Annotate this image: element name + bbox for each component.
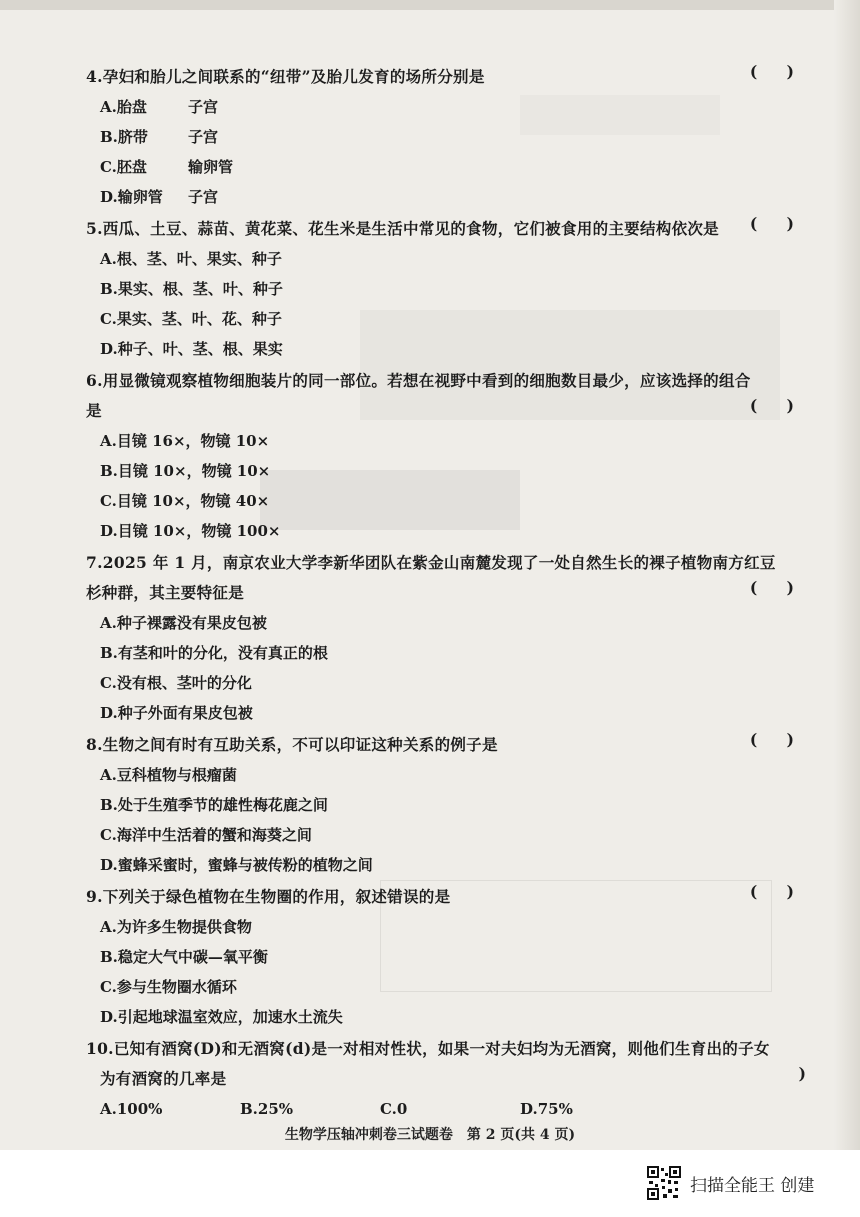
answer-bracket: ( ) xyxy=(749,578,806,597)
option-a: A.为许多生物提供食物 xyxy=(100,918,252,936)
option-c: C.0 xyxy=(380,1100,408,1118)
question-6 xyxy=(86,366,806,546)
page-edge-right xyxy=(834,0,860,1150)
question-stem: 7.2025 年 1 月，南京农业大学李新华团队在紫金山南麓发现了一处自然生长的裸子植物南方红豆 xyxy=(86,553,776,572)
option-d: D.输卵管 子宫 xyxy=(100,188,219,206)
option-b: B.25% xyxy=(240,1100,294,1118)
option-a: A.100% xyxy=(100,1100,163,1118)
question-stem: 10.已知有酒窝(D)和无酒窝(d)是一对相对性状，如果一对夫妇均为无酒窝，则他们生育出的子女 xyxy=(86,1039,770,1058)
option-a: A.胎盘 子宫 xyxy=(100,98,219,116)
question-4 xyxy=(86,62,806,212)
option-c: C.胚盘 输卵管 xyxy=(100,158,234,176)
option-a: A.目镜 16×，物镜 10× xyxy=(100,432,270,450)
option-a: A.根、茎、叶、果实、种子 xyxy=(100,250,282,268)
question-7 xyxy=(86,548,806,728)
question-8 xyxy=(86,730,806,880)
option-c: C.海洋中生活着的蟹和海葵之间 xyxy=(100,826,312,844)
option-b: B.目镜 10×，物镜 10× xyxy=(100,462,271,480)
option-c: C.参与生物圈水循环 xyxy=(100,978,237,996)
question-stem-cont: 为有酒窝的几率是 xyxy=(100,1069,227,1088)
option-d: D.引起地球温室效应，加速水土流失 xyxy=(100,1008,343,1026)
question-10 xyxy=(86,1034,806,1124)
question-stem: 6.用显微镜观察植物细胞装片的同一部位。若想在视野中看到的细胞数目最少，应该选择的组合 xyxy=(86,371,751,390)
option-c: C.目镜 10×，物镜 40× xyxy=(100,492,270,510)
option-a: A.种子裸露没有果皮包被 xyxy=(100,614,267,632)
option-c: C.果实、茎、叶、花、种子 xyxy=(100,310,282,328)
question-stem: 8.生物之间有时有互助关系，不可以印证这种关系的例子是 xyxy=(86,735,498,754)
question-list xyxy=(86,62,806,1124)
option-b: B.处于生殖季节的雄性梅花鹿之间 xyxy=(100,796,328,814)
answer-bracket: ) xyxy=(798,1064,806,1083)
option-d: D.蜜蜂采蜜时，蜜蜂与被传粉的植物之间 xyxy=(100,856,373,874)
answer-bracket: ( ) xyxy=(749,882,806,901)
question-stem: 5.西瓜、土豆、蒜苗、黄花菜、花生米是生活中常见的食物，它们被食用的主要结构依次是 xyxy=(86,219,719,238)
question-5 xyxy=(86,214,806,364)
scanner-watermark xyxy=(646,1165,814,1201)
scanner-brand-text: 扫描全能王 创建 xyxy=(690,1175,815,1196)
answer-bracket: ( ) xyxy=(749,214,806,233)
option-d: D.目镜 10×，物镜 100× xyxy=(100,522,281,540)
option-d: D.种子外面有果皮包被 xyxy=(100,704,253,722)
answer-bracket: ( ) xyxy=(749,62,806,81)
option-b: B.果实、根、茎、叶、种子 xyxy=(100,280,283,298)
option-b: B.稳定大气中碳—氧平衡 xyxy=(100,948,268,966)
question-stem: 9.下列关于绿色植物在生物圈的作用，叙述错误的是 xyxy=(86,887,451,906)
option-b: B.脐带 子宫 xyxy=(100,128,219,146)
question-9 xyxy=(86,882,806,1032)
option-c: C.没有根、茎叶的分化 xyxy=(100,674,252,692)
option-d: D.种子、叶、茎、根、果实 xyxy=(100,340,283,358)
page-edge-top xyxy=(0,0,860,10)
option-row xyxy=(86,1094,660,1124)
option-d: D.75% xyxy=(520,1100,573,1118)
question-stem: 4.孕妇和胎儿之间联系的“纽带”及胎儿发育的场所分别是 xyxy=(86,67,485,86)
qr-code-icon xyxy=(646,1165,682,1201)
question-stem-cont: 杉种群，其主要特征是 xyxy=(86,583,245,602)
question-stem-cont: 是 xyxy=(86,401,102,420)
option-b: B.有茎和叶的分化，没有真正的根 xyxy=(100,644,328,662)
option-a: A.豆科植物与根瘤菌 xyxy=(100,766,237,784)
answer-bracket: ( ) xyxy=(749,396,806,415)
page-footer: 生物学压轴冲刺卷三试题卷 第 2 页(共 4 页) xyxy=(284,1127,576,1143)
answer-bracket: ( ) xyxy=(749,730,806,749)
